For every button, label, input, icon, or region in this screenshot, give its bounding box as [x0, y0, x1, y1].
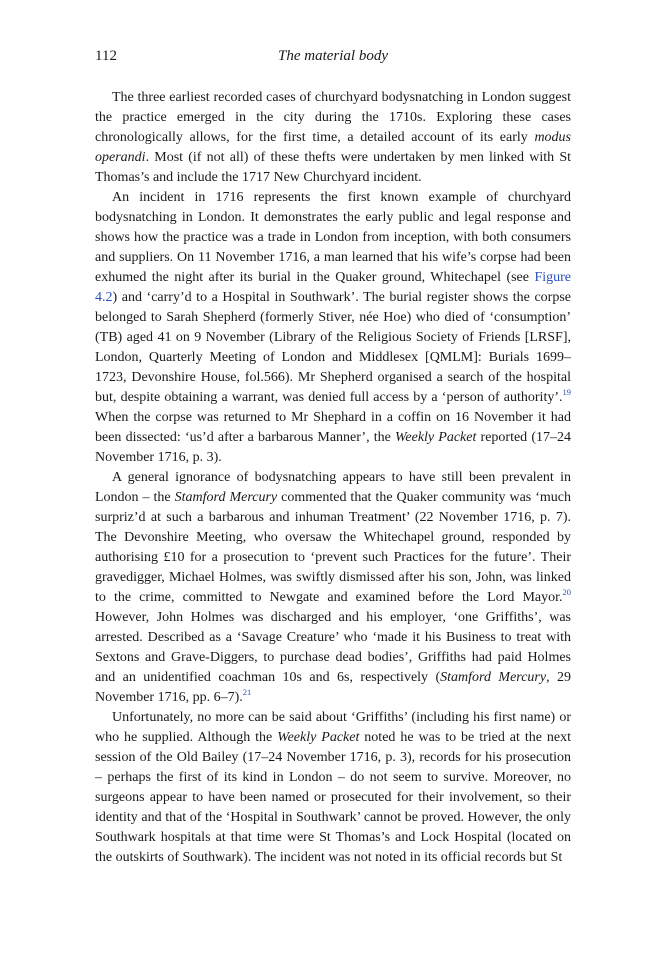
footnote-ref-21[interactable]: 21 — [242, 687, 252, 697]
figure-link[interactable]: Figure 4.2 — [95, 270, 571, 305]
italic-title: Stamford Mercury — [440, 670, 547, 685]
text-span: However, John Holmes was discharged and his employer, ‘one Griffiths’, was arrested. Described as a ‘Savage Creature’ who ‘made it his Business to treat with Sextons and Grave-Diggers, to purchase dead bodies’, Griffiths had paid Holmes and an unidentified coachman 10s and 6s, respectively ( — [95, 610, 571, 685]
footnote-ref-19[interactable]: 19 — [562, 387, 571, 397]
text-span: ) and ‘carry’d to a Hospital in Southwark’. The burial register shows the corpse belonged to Sarah Shepherd (formerly Stiver, née Hoe) who died of ‘consumption’ (TB) aged 41 on 9 November (Library of the Religious Society of Friends [LRSF], London, Quarterly Meeting of London and Middlesex [QMLM]: Burials 1699–1723, Devonshire House, fol.566). Mr Shepherd organised a search of the hospital but, despite obtaining a warrant, was denied full access by a ‘person of authority’. — [95, 290, 571, 405]
footnote-ref-20[interactable]: 20 — [562, 587, 571, 597]
text-span: An incident in 1716 represents the first known example of churchyard bodysnatching in London. It demonstrates the early public and legal response and shows how the practice was a trade in London from inception, with both consumers and suppliers. On 11 November 1716, a man learned that his wife’s corpse had been exhumed the night after its burial in the Quaker ground, Whitechapel (see — [95, 190, 571, 285]
text-span: Unfortunately, no more can be said about ‘Griffiths’ (including his first name) or who he supplied. Although the — [95, 710, 571, 745]
text-span: When the corpse was returned to Mr Shephard in a coffin on 16 November it had been dissected: ‘us’d after a barbarous Manner’, the — [95, 410, 571, 445]
italic-title: Stamford Mercury — [174, 490, 278, 505]
italic-title: Weekly Packet — [277, 730, 360, 745]
paragraph-2 — [95, 188, 571, 468]
text-span: The three earliest recorded cases of churchyard bodysnatching in London suggest the practice emerged in the city during the 1710s. Exploring these cases chronologically allows, for the first time, a detailed account of its early — [95, 90, 571, 145]
text-span: noted he was to be tried at the next session of the Old Bailey (17–24 November 1716, p. 3), records for his prosecution – perhaps the first of its kind in London – do not seem to survive. Moreover, no surgeons appear to have been named or prosecuted for their involvement, so their identity and that of the ‘Hospital in Southwark’ cannot be proved. However, the only Southwark hospitals at that time were St Thomas’s and Lock Hospital (located on the outskirts of Southwark). The incident was not noted in its official records but St — [95, 730, 571, 865]
text-span: , 29 November 1716, pp. 6–7). — [95, 670, 572, 705]
text-span: reported (17–24 November 1716, p. 3). — [95, 430, 571, 465]
body-text — [95, 88, 571, 868]
page-number: 112 — [95, 48, 117, 64]
text-span: . Most (if not all) of these thefts were undertaken by men linked with St Thomas’s and include the 1717 New Churchyard incident. — [95, 150, 571, 185]
paragraph-4 — [95, 708, 571, 868]
text-span: commented that the Quaker community was ‘much surpriz’d at such a barbarous and inhuman Treatment’ (22 November 1716, p. 7). The Devonshire Meeting, who oversaw the Whitechapel ground, responded by authorising £10 for a prosecution to ‘prevent such Practices for the future’. Their gravedigger, Michael Holmes, was swiftly dismissed after his son, John, was linked to the crime, committed to Newgate and examined before the Lord Mayor. — [95, 490, 572, 605]
page-header — [95, 48, 571, 70]
italic-term: modus operandi — [95, 130, 571, 165]
paragraph-1 — [95, 88, 571, 188]
running-title: The material body — [278, 48, 388, 64]
italic-title: Weekly Packet — [395, 430, 477, 445]
text-span: A general ignorance of bodysnatching appears to have still been prevalent in London – the — [95, 470, 571, 505]
paragraph-3 — [95, 468, 571, 708]
